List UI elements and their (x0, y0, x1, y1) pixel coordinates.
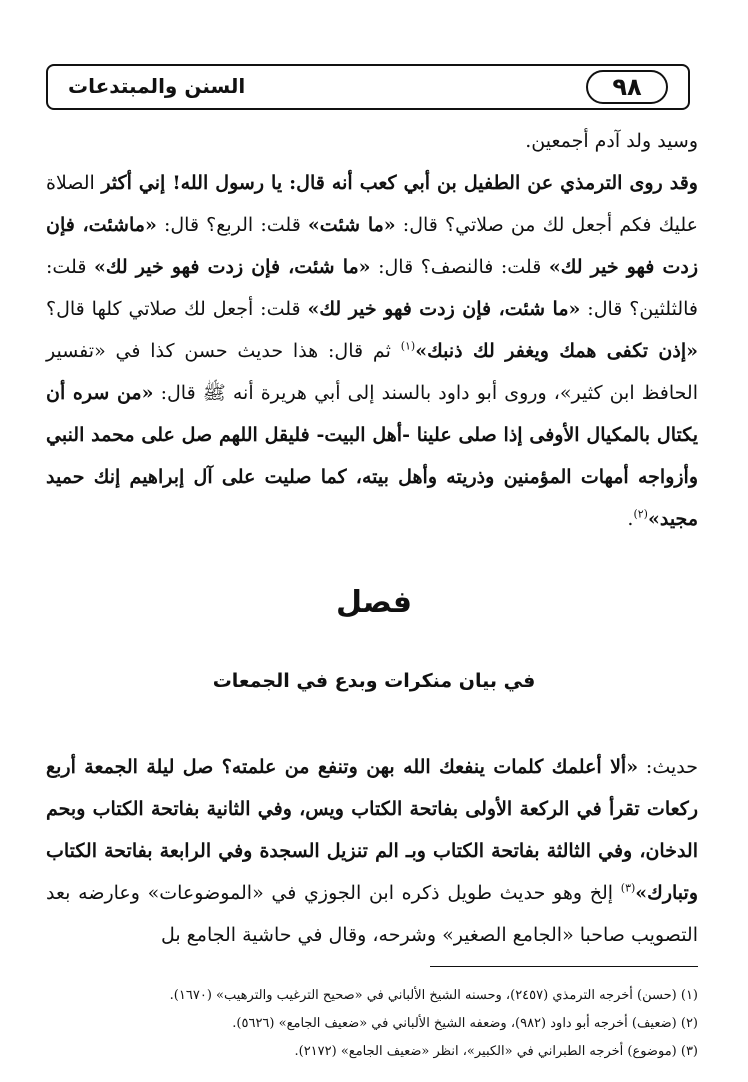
quote-4: «ما شئت، فإن زدت فهو خير لك» (307, 298, 581, 320)
quote-7: «ألا أعلمك كلمات ينفعك الله بهن وتنفع من علمته؟ صل ليلة الجمعة أربع ركعات تقرأ في الركعة الأولى بفاتحة الكتاب ويس، وفي الثانية بفاتحة الكتاب وبحم الدخان، وفي الثالثة بفاتحة الكتاب وبـ الم تنزيل السجدة وفي الرابعة بفاتحة الكتاب وتبارك» (46, 756, 698, 904)
quote-3: «ما شئت، فإن زدت فهو خير لك» (93, 256, 371, 278)
quote-1: «ما شئت» (307, 214, 396, 236)
bottom-text-block (46, 746, 698, 956)
footnote-ref-3[interactable]: (٣) (620, 881, 636, 895)
footnote-2: (٢) (ضعيف) أخرجه أبو داود (٩٨٢)، وضعفه الشيخ الألباني في «ضعيف الجامع» (٥٦٢٦). (232, 1016, 698, 1031)
running-header (46, 64, 690, 110)
book-title: السنن والمبتدعات (68, 74, 246, 98)
paragraph-1: وسيد ولد آدم أجمعين. (525, 130, 698, 152)
text-6: . (627, 508, 634, 530)
text-2: قلت: فالنصف؟ قال: (370, 256, 549, 278)
paragraph-2 (46, 162, 698, 540)
quote-5: «إذن تكفى همك ويغفر لك ذنبك» (415, 340, 698, 362)
footnote-separator (430, 966, 698, 967)
narration-intro: وقد روى الترمذي عن الطفيل بن أبي كعب أنه قال: يا رسول الله! إني أكثر (101, 172, 698, 194)
paragraph-3-rest: إلخ وهو حديث طويل ذكره ابن الجوزي في «الموضوعات» وعارضه بعد التصويب صاحبا «الجامع الصغير» وشرحه، وقال في حاشية الجامع بل (46, 882, 698, 946)
footnote-ref-2[interactable]: (٢) (633, 507, 648, 521)
text-5: ثم قال: هذا حديث حسن كذا في «تفسير الحافظ ابن كثير»، وروى أبو داود بالسند إلى أبي هريرة أنه ﷺ قال: (46, 340, 698, 404)
section-heading: فصل (336, 585, 412, 620)
section-subheading: في بيان منكرات وبدع في الجمعات (212, 670, 536, 692)
quote-2: «ماشئت، فإن زدت فهو خير لك» (46, 214, 698, 278)
paragraph-3 (46, 746, 698, 956)
text-3: قلت: فالثلثين؟ قال: (46, 256, 698, 320)
quote-6: «من سره أن يكتال بالمكيال الأوفى إذا صلى علينا -أهل البيت- فليقل اللهم صل على محمد النبي وأزواجه أمهات المؤمنين وذريته وأهل بيته، كما صليت على آل إبراهيم إنك حميد مجيد» (46, 382, 698, 530)
text-1: قلت: الربع؟ قال: (156, 214, 308, 236)
footnote-ref-1[interactable]: (١) (400, 339, 416, 353)
top-text-block (46, 120, 698, 540)
narration-text: الصلاة عليك فكم أجعل لك من صلاتي؟ قال: (46, 172, 698, 236)
page-number: ٩٨ (586, 70, 668, 104)
footnote-3: (٣) (موضوع) أخرجه الطبراني في «الكبير»، انظر «ضعيف الجامع» (٢١٧٢). (294, 1044, 698, 1059)
text-4: قلت: أجعل لك صلاتي كلها قال؟ (46, 298, 308, 320)
hadith-lead: حديث: (638, 756, 698, 778)
footnote-1: (١) (حسن) أخرجه الترمذي (٢٤٥٧)، وحسنه الشيخ الألباني في «صحيح الترغيب والترهيب» (١٦٧٠). (169, 988, 698, 1003)
footnotes (46, 982, 698, 1066)
